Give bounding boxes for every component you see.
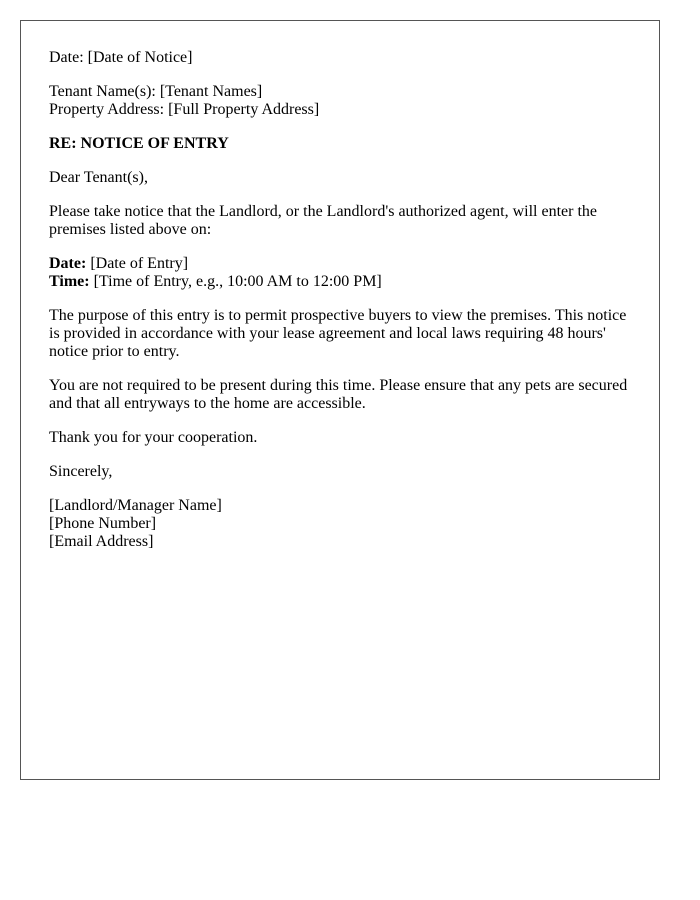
intro-text: Please take notice that the Landlord, or the Landlord's authorized agent, will enter the premises listed above on:	[49, 203, 598, 238]
purpose-text: The purpose of this entry is to permit prospective buyers to view the premises. This notice is provided in accordance with your lease agreement and local laws requiring 48 hours' notice prior to entry.	[49, 307, 627, 360]
notice-date	[49, 49, 631, 67]
tenant-info	[49, 83, 631, 119]
intro-paragraph	[49, 203, 631, 239]
notice-date-text: Date: [Date of Notice]	[49, 49, 193, 66]
entry-date-label: Date:	[49, 255, 87, 272]
re-line-text: RE: NOTICE OF ENTRY	[49, 135, 229, 152]
purpose-paragraph	[49, 307, 631, 361]
entry-date-value: [Date of Entry]	[86, 255, 189, 272]
signer-email: [Email Address]	[49, 533, 154, 550]
salutation-text: Dear Tenant(s),	[49, 169, 148, 186]
notice-letter	[20, 20, 660, 780]
signature-block	[49, 497, 631, 551]
property-address: Property Address: [Full Property Address]	[49, 101, 320, 118]
closing	[49, 463, 631, 481]
presence-text: You are not required to be present during this time. Please ensure that any pets are secured and that all entryways to the home are accessible.	[49, 377, 628, 412]
re-line	[49, 135, 631, 153]
entry-date-line	[49, 255, 631, 273]
presence-paragraph	[49, 377, 631, 413]
thanks-paragraph	[49, 429, 631, 447]
entry-time-label: Time:	[49, 273, 90, 290]
entry-time-value: [Time of Entry, e.g., 10:00 AM to 12:00 PM]	[89, 273, 382, 290]
tenant-names: Tenant Name(s): [Tenant Names]	[49, 83, 263, 100]
entry-time-line	[49, 273, 631, 291]
salutation	[49, 169, 631, 187]
thanks-text: Thank you for your cooperation.	[49, 429, 258, 446]
signer-name: [Landlord/Manager Name]	[49, 497, 222, 514]
closing-text: Sincerely,	[49, 463, 113, 480]
signer-phone: [Phone Number]	[49, 515, 157, 532]
entry-details	[49, 255, 631, 291]
